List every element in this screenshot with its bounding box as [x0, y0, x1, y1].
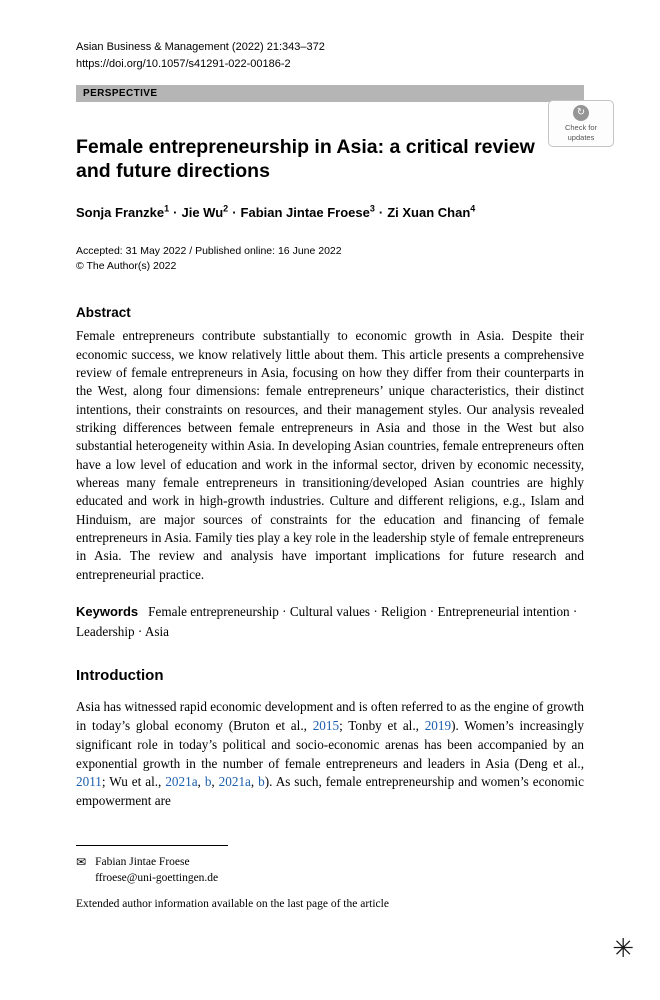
check-for-updates-badge[interactable] — [548, 100, 614, 147]
check-updates-text-line2: updates — [567, 133, 595, 143]
envelope-icon: ✉ — [76, 855, 87, 869]
check-updates-text-line1: Check for — [564, 123, 598, 132]
publication-dates — [76, 244, 584, 276]
introduction-paragraph — [76, 698, 584, 811]
abstract-heading: Abstract — [76, 305, 131, 321]
author-name[interactable]: Fabian Jintae Froese$^3$ — [240, 203, 375, 220]
author-affiliation-sup: 2 — [223, 203, 229, 214]
article-title-line2: and future directions — [76, 159, 270, 182]
journal-citation: Asian Business & Management (2022) 21:343–372 — [76, 41, 325, 53]
citation-link[interactable]: b — [204, 774, 212, 790]
author-separator: · — [378, 204, 384, 220]
paragraph-text: ; Tonby et al., — [339, 717, 425, 733]
author-affiliation-sup: 1 — [164, 203, 170, 214]
refresh-icon: ↻ — [573, 105, 589, 121]
paragraph-text: , — [250, 774, 259, 790]
author-name[interactable]: Jie Wu$^2$ — [181, 203, 229, 220]
citation-link[interactable]: 2019 — [424, 717, 452, 733]
citation-link[interactable]: 2011 — [76, 774, 102, 790]
copyright-line: © The Author(s) 2022 — [76, 260, 177, 273]
author-list — [76, 203, 584, 219]
paragraph-text: ). Women’s increasingly significant role in today’s political and socio-economic arenas has been accompanied by an exponential growth in the number of female entrepreneurs and leaders in Asia (Deng et al., — [76, 717, 584, 771]
paragraph-text: Asia has witnessed rapid economic development and is often referred to as the engine of growth in today’s global economy (Bruton et al., — [76, 698, 584, 733]
paragraph-text: ). As such, female entrepreneurship and women’s economic empowerment are — [76, 774, 584, 809]
author-affiliation-sup: 4 — [470, 203, 476, 214]
accepted-published-line: Accepted: 31 May 2022 / Published online: 16 June 2022 — [76, 244, 342, 257]
author-name[interactable]: Zi Xuan Chan$^4$ — [387, 203, 476, 220]
author-separator: · — [173, 204, 178, 220]
citation-link[interactable]: 2021a — [218, 774, 251, 790]
abstract-text: Female entrepreneurs contribute substantially to economic growth in Asia. Despite their economic success, we know relatively little about them. This article presents a comprehensive review of female entrepreneurs in Asia, focusing on how they differ from their counterparts in the West, along four dimensions: female entrepreneurs’ unique characteristics, their distinct intentions, their constraints on resources, and their management styles. Our analysis revealed striking differences between female entrepreneurs in Asia and those in the West but also substantial heterogeneity within Asia. In developing Asian countries, female entrepreneurs often have a low level of education and work in the informal sector, driven by economic necessity, whereas many female entrepreneurs in transitioning/developed Asian countries are highly educated and work in high-growth industries. Culture and different religions, e.g., Islam and Hinduism, are major sources of constraints for the education and financing of female entrepreneurs in Asia. Family ties play a key role in the leadership style of female entrepreneurs in Asia. The review and analysis have important implications for future research and entrepreneurial practice. — [76, 328, 584, 582]
article-title-line1: Female entrepreneurship in Asia: a critical review — [76, 135, 535, 158]
citation-link[interactable]: 2021a — [165, 774, 198, 790]
citation-link[interactable]: b — [258, 774, 265, 790]
keywords-block — [76, 602, 584, 641]
paragraph-text: , — [197, 774, 205, 790]
keywords-text: Female entrepreneurship · Cultural values · Religion · Entrepreneurial intention · Leadership · Asia — [76, 603, 578, 639]
keywords-label: Keywords — [76, 603, 139, 619]
publisher-logo-mark: ✳ — [612, 934, 634, 964]
extended-author-info: Extended author information available on the last page of the article — [76, 898, 389, 911]
article-type-bar — [76, 85, 584, 102]
footnote-divider — [76, 845, 228, 846]
footnote-area — [76, 845, 584, 913]
author-affiliation-sup: 3 — [369, 203, 375, 214]
corresponding-author-name: Fabian Jintae Froese — [95, 856, 190, 868]
introduction-heading: Introduction — [76, 666, 164, 684]
author-separator: · — [232, 204, 237, 220]
paragraph-text: , — [211, 774, 219, 790]
paragraph-text: ; Wu et al., — [101, 774, 166, 790]
corresponding-author-email[interactable]: ffroese@uni-goettingen.de — [95, 871, 219, 884]
corresponding-author-block — [95, 855, 218, 886]
article-title — [76, 136, 584, 184]
doi-link[interactable]: https://doi.org/10.1057/s41291-022-00186-2 — [76, 58, 291, 71]
author-name[interactable]: Sonja Franzke$^1$ — [76, 203, 170, 220]
article-type-label: PERSPECTIVE — [83, 87, 158, 99]
citation-link[interactable]: 2015 — [312, 717, 340, 733]
